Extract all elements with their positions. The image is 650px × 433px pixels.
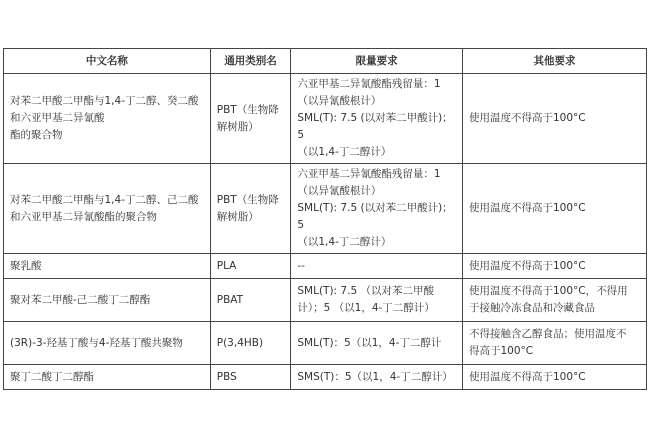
cell-other (462, 164, 646, 254)
cell-name-text: 聚丁二酸丁二醇酯 (10, 370, 94, 383)
cell-category-text: PBT（生物降 解树脂） (216, 193, 279, 223)
cell-limit (291, 164, 463, 254)
cell-other-text: 使用温度不得高于100°C (468, 370, 586, 383)
cell-limit-text: 六亚甲基二异氰酸酯残留量：1 （以异氰酸根计） SML(T): 7.5 (以对苯二甲酸计)；5 （以1,4-丁二醇计） (297, 168, 453, 248)
table-header-row (4, 49, 647, 74)
cell-category-text: PBAT (216, 293, 244, 306)
cell-limit (291, 74, 463, 164)
regulation-table (3, 48, 647, 390)
table-row (4, 279, 647, 322)
cell-limit (291, 322, 463, 365)
table-row (4, 322, 647, 365)
cell-name (4, 322, 211, 365)
cell-name-text: 对苯二甲酸二甲酯与1,4-丁二醇、己二酸 和六亚甲基二异氰酸酯的聚合物 (10, 193, 199, 223)
cell-limit-text: -- (297, 259, 305, 272)
header-category: 通用类别名 (210, 49, 291, 74)
cell-limit-text: 六亚甲基二异氰酸酯残留量：1 （以异氰酸根计） SML(T): 7.5 (以对苯二甲酸计)；5 （以1,4-丁二醇计） (297, 78, 453, 158)
cell-limit-text: SMS(T)：5（以1，4-丁二醇计） (297, 370, 453, 383)
cell-limit (291, 279, 463, 322)
cell-limit-text: SML(T): 7.5 （以对苯二甲酸 计）；5 （以1，4-丁二醇计） (297, 285, 435, 314)
cell-category-text: PBS (216, 370, 237, 383)
cell-limit-text: SML(T)：5（以1，4-丁二醇计 (297, 336, 442, 349)
cell-name (4, 164, 211, 254)
cell-other (462, 254, 646, 279)
cell-limit (291, 254, 463, 279)
cell-name (4, 365, 211, 390)
header-limit: 限量要求 (291, 49, 463, 74)
cell-category (210, 74, 291, 164)
cell-other-text: 使用温度不得高于100°C (468, 202, 586, 214)
table-row (4, 164, 647, 254)
table-row (4, 74, 647, 164)
cell-category-text: P(3,4HB) (216, 336, 264, 349)
cell-other (462, 322, 646, 365)
cell-name-text: 聚乳酸 (10, 259, 42, 272)
cell-category-text: PLA (216, 259, 237, 272)
cell-category-text: PBT（生物降 解树脂） (216, 103, 279, 133)
cell-name (4, 254, 211, 279)
cell-other (462, 74, 646, 164)
cell-name-text: (3R)-3-羟基丁酸与4-羟基丁酸共聚物 (10, 336, 183, 349)
cell-other-text: 使用温度不得高于100°C (468, 259, 586, 272)
cell-other-text: 不得接触含乙醇食品；使用温度不 得高于100°C (468, 328, 627, 357)
cell-other-text: 使用温度不得高于100°C (468, 112, 586, 124)
cell-name-text: 对苯二甲酸二甲酯与1,4-丁二醇、癸二酸 和六亚甲基二异氰酸 酯的聚合物 (10, 95, 199, 141)
cell-other (462, 279, 646, 322)
cell-name (4, 74, 211, 164)
cell-limit (291, 365, 463, 390)
header-other: 其他要求 (462, 49, 646, 74)
cell-category (210, 164, 291, 254)
cell-other-text: 使用温度不得高于100°C，不得用 于接触冷冻食品和冷藏食品 (468, 285, 628, 314)
cell-name-text: 聚对苯二甲酸-己二酸丁二醇酯 (10, 293, 151, 306)
cell-category (210, 365, 291, 390)
cell-category (210, 279, 291, 322)
table-row (4, 365, 647, 390)
cell-category (210, 322, 291, 365)
header-chinese-name: 中文名称 (4, 49, 211, 74)
cell-category (210, 254, 291, 279)
cell-other (462, 365, 646, 390)
table-row (4, 254, 647, 279)
cell-name (4, 279, 211, 322)
